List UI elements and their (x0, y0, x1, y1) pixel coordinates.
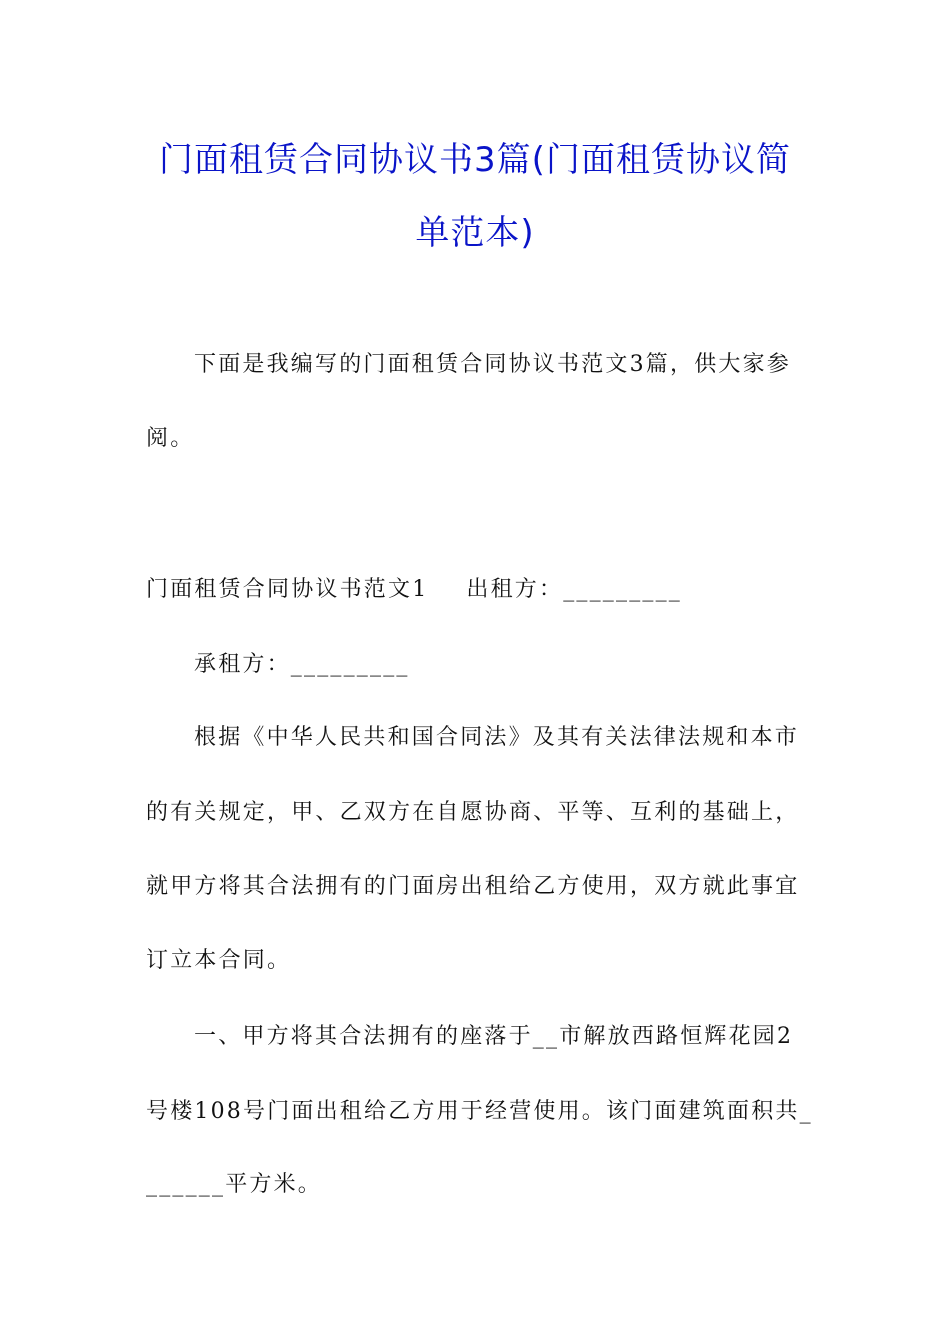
lessee-field: 承租方：_________ (194, 652, 410, 677)
document-title-line-2: 单范本) (415, 213, 535, 253)
intro-line-1: 下面是我编写的门面租赁合同协议书范文3篇，供大家参 (194, 352, 791, 377)
clause-1-line-3: ______平方米。 (146, 1172, 323, 1197)
paragraph-1-line-1: 根据《中华人民共和国合同法》及其有关法律法规和本市 (194, 725, 800, 750)
section-1-heading-row (146, 572, 682, 603)
lessor-field: 出租方：_________ (466, 577, 683, 602)
intro-line-2: 阅。 (146, 426, 195, 451)
paragraph-1-line-4: 订立本合同。 (146, 948, 292, 973)
paragraph-1-line-3: 就甲方将其合法拥有的门面房出租给乙方使用，双方就此事宜 (146, 874, 800, 899)
paragraph-1-line-2: 的有关规定，甲、乙双方在自愿协商、平等、互利的基础上， (146, 800, 800, 825)
section-1-heading: 门面租赁合同协议书范文1 (146, 577, 429, 602)
document-title-line-1: 门面租赁合同协议书3篇(门面租赁协议简 (159, 140, 791, 180)
clause-1-line-1: 一、甲方将其合法拥有的座落于__市解放西路恒辉花园2 (194, 1024, 794, 1049)
clause-1-line-2: 号楼108号门面出租给乙方用于经营使用。该门面建筑面积共_ (146, 1099, 813, 1124)
